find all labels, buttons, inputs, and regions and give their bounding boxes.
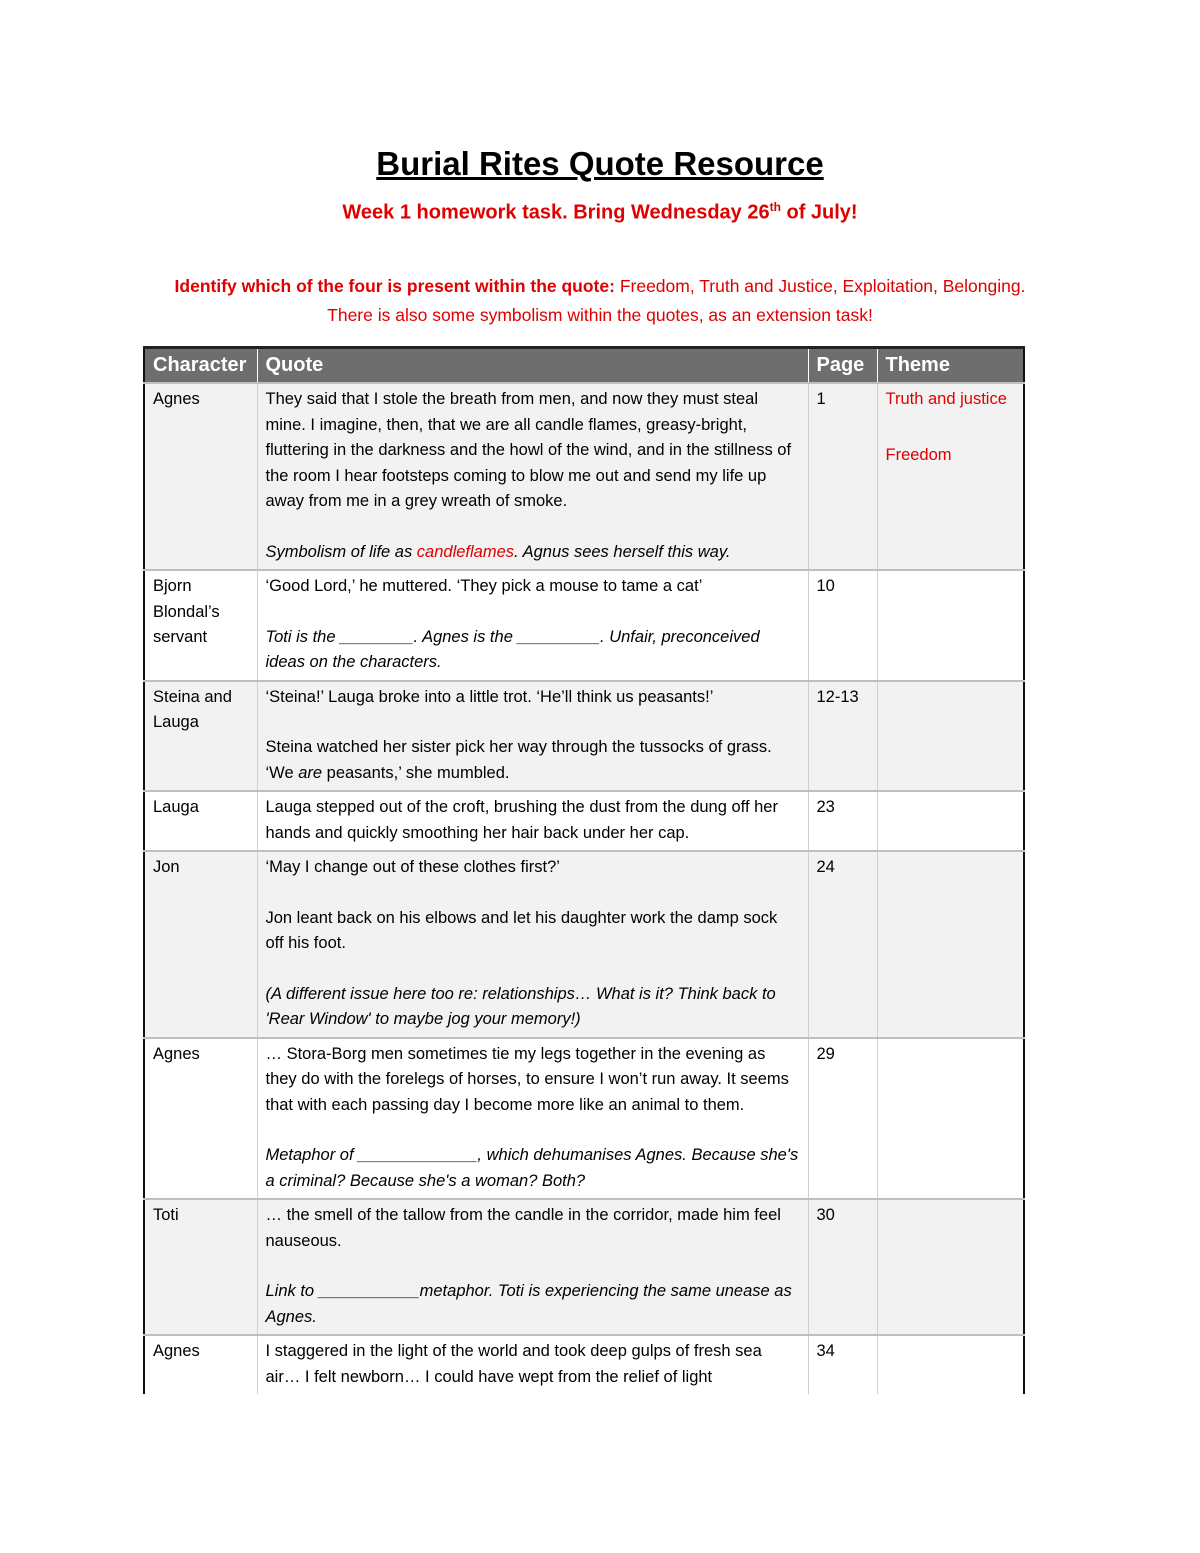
quote-cell	[257, 851, 808, 1038]
quote-cell	[257, 383, 808, 570]
page-cell: 1	[808, 383, 877, 570]
character-cell: Agnes	[144, 1038, 257, 1200]
quote-text: ‘Steina!’ Lauga broke into a little trot. ‘He’ll think us peasants!’	[265, 687, 714, 706]
theme-cell	[877, 1199, 1024, 1335]
header-character: Character	[144, 348, 257, 384]
header-page: Page	[808, 348, 877, 384]
quote-text: … Stora-Borg men sometimes tie my legs together in the evening as they do with the forelegs of horses, to ensure I won’t run away. It seems that with each passing day I become more like an animal to them.	[265, 1044, 789, 1114]
header-theme: Theme	[877, 348, 1024, 384]
quote-text: ‘May I change out of these clothes first?’	[265, 858, 560, 876]
table-row	[144, 1038, 1024, 1200]
character-cell: Toti	[144, 1199, 257, 1335]
quote-text: Jon leant back on his elbows and let his daughter work the damp sock off his foot.	[265, 908, 778, 952]
page-cell: 34	[808, 1335, 877, 1394]
page-cell: 23	[808, 791, 877, 851]
table-header-row	[144, 348, 1024, 384]
quote-cell	[257, 791, 808, 851]
page-cell: 12-13	[808, 681, 877, 792]
character-cell: Agnes	[144, 383, 257, 570]
page-cell: 10	[808, 570, 877, 681]
quote-note: (A different issue here too re: relationships… What is it? Think back to 'Rear Window' to maybe jog your memory!)	[265, 984, 776, 1028]
page-cell: 30	[808, 1199, 877, 1335]
header-quote: Quote	[257, 348, 808, 384]
theme-cell	[877, 791, 1024, 851]
quote-text: ‘Good Lord,’ he muttered. ‘They pick a mouse to tame a cat’	[265, 577, 703, 595]
page-cell: 24	[808, 851, 877, 1038]
note-text: . Agnus sees herself this way.	[514, 542, 731, 561]
quote-cell	[257, 1335, 808, 1394]
note-highlight: candleflames	[416, 542, 515, 561]
quote-text: They said that I stole the breath from men, and now they must steal mine. I imagine, then, that we are all candle flames, greasy-bright, fluttering in the darkness and the howl of the wind, and in the stillness of the room I hear footsteps coming to blow me out and send my life up away from me in a grey wreath of smoke.	[265, 390, 792, 510]
character-cell: Steina and Lauga	[144, 681, 257, 792]
quote-cell	[257, 570, 808, 681]
theme-entry: Truth and justice	[885, 390, 1007, 408]
page-cell: 29	[808, 1038, 877, 1200]
table-row	[144, 1335, 1024, 1394]
note-text: Symbolism of life as	[265, 542, 417, 561]
instructions-bold: Identify which of the four is present within the quote:	[174, 276, 615, 296]
quote-note: Link to ___________metaphor. Toti is experiencing the same unease as Agnes.	[265, 1282, 792, 1326]
table-row	[144, 570, 1024, 681]
quote-cell	[257, 1199, 808, 1335]
quote-cell	[257, 1038, 808, 1200]
character-cell: Jon	[144, 851, 257, 1038]
character-cell: Bjorn Blondal’s servant	[144, 570, 257, 681]
quote-text	[266, 735, 800, 786]
character-cell: Lauga	[144, 791, 257, 851]
theme-cell	[877, 383, 1024, 570]
quote-table	[143, 346, 1025, 1394]
theme-cell	[877, 570, 1024, 681]
table-row	[144, 791, 1024, 851]
quote-text: Lauga stepped out of the croft, brushing the dust from the dung off her hands and quickly smoothing her hair back under her cap.	[265, 798, 778, 842]
homework-subtitle	[0, 200, 1200, 225]
quote-note: Metaphor of _____________, which dehumanises Agnes. Because she's a criminal? Because she's a woman? Both?	[265, 1146, 799, 1190]
subtitle-main: Week 1 homework task. Bring Wednesday 26	[342, 201, 770, 224]
quote-note: Toti is the ________. Agnes is the _________. Unfair, preconceived ideas on the characters.	[265, 627, 760, 671]
instructions	[150, 272, 1050, 330]
quote-part: peasants,’ she mumbled.	[322, 763, 510, 782]
quote-text: I staggered in the light of the world and took deep gulps of fresh sea air… I felt newborn… I could have wept from the relief of light	[265, 1342, 762, 1386]
character-cell: Agnes	[144, 1335, 257, 1394]
theme-cell	[877, 1335, 1024, 1394]
table-row	[144, 383, 1024, 570]
page-title: Burial Rites Quote Resource	[376, 145, 824, 182]
table-row	[144, 1199, 1024, 1335]
quote-part: Steina watched her sister pick her way through the tussocks of grass. ‘We	[265, 738, 772, 782]
table-row	[144, 681, 1024, 792]
quote-cell	[257, 681, 808, 792]
subtitle-superscript: th	[769, 200, 781, 214]
theme-entry: Freedom	[885, 445, 952, 464]
subtitle-end: of July!	[780, 201, 858, 224]
table-row	[144, 851, 1024, 1038]
quote-emphasis: are	[298, 763, 323, 782]
instructions-rest: Freedom, Truth and Justice, Exploitation, Belonging. There is also some symbolism within the quotes, as an extension task!	[327, 276, 1026, 325]
theme-cell	[877, 1038, 1024, 1200]
quote-text: … the smell of the tallow from the candle in the corridor, made him feel nauseous.	[265, 1206, 781, 1250]
theme-cell	[877, 681, 1024, 792]
theme-cell	[877, 851, 1024, 1038]
quote-note	[266, 540, 800, 566]
